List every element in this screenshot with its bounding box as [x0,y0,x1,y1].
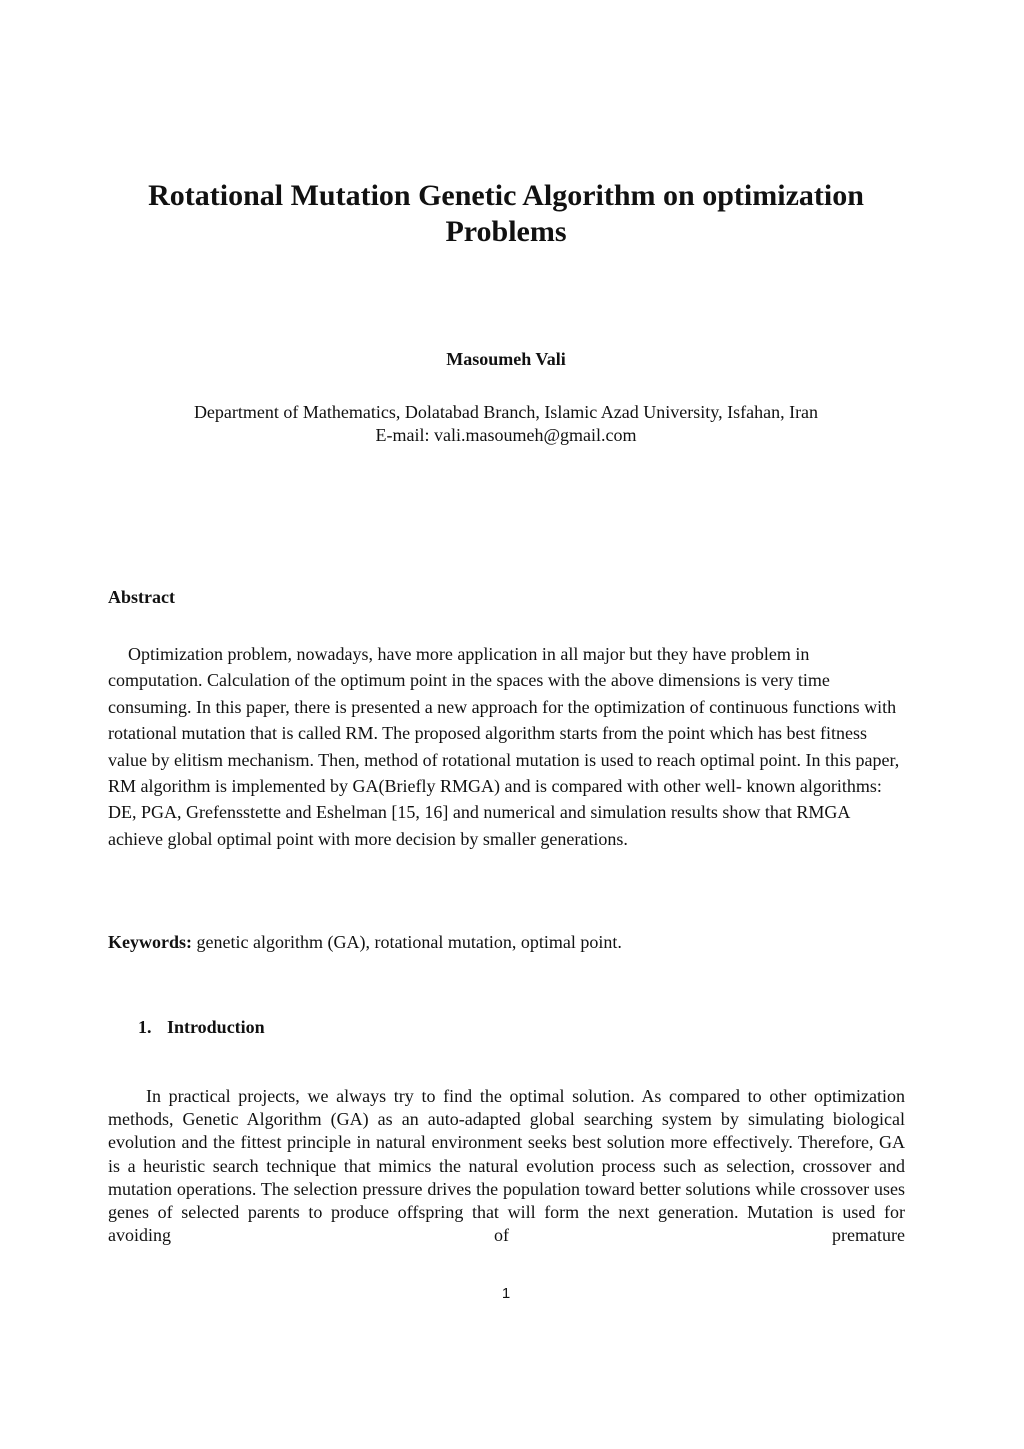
keywords-label: Keywords: [108,932,192,952]
section-number: 1. [138,1017,152,1037]
section-heading-introduction [138,1016,265,1038]
affiliation-text: Department of Mathematics, Dolatabad Branch, Islamic Azad University, Isfahan, Iran [193,402,819,422]
abstract-heading: Abstract [108,587,175,607]
keywords-line [108,931,908,953]
author-affiliation-block [0,401,1012,447]
page-number: 1 [501,1285,511,1302]
paper-title: Rotational Mutation Genetic Algorithm on optimization Problems [148,179,864,248]
introduction-paragraph: In practical projects, we always try to find the optimal solution. As compared to other optimization methods, Genetic Algorithm (GA) as an auto-adapted global searching system by simulating biological evolution and the fittest principle in natural environment seeks best solution more effectively. Therefore, GA is a heuristic search technique that mimics the natural evolution process such as selection, crossover and mutation operations. The selection pressure drives the population toward better solutions while crossover uses genes of selected parents to produce offspring that will form the next generation. Mutation is used for avoiding of premature [108,1086,905,1246]
author-email: E-mail: vali.masoumeh@gmail.com [375,425,637,445]
keywords-text: genetic algorithm (GA), rotational mutation, optimal point. [192,932,622,952]
section-title: Introduction [167,1017,265,1037]
author-name: Masoumeh Vali [446,349,566,369]
abstract-text: Optimization problem, nowadays, have more application in all major but they have problem in computation. Calculation of the optimum point in the spaces with the above dimensions is very time consuming. In this paper, there is presented a new approach for the optimization of continuous functions with rotational mutation that is called RM. The proposed algorithm starts from the point which has best fitness value by elitism mechanism. Then, method of rotational mutation is used to reach optimal point. In this paper, RM algorithm is implemented by GA(Briefly RMGA) and is compared with other well- known algorithms: DE, PGA, Grefensstette and Eshelman [15, 16] and numerical and simulation results show that RMGA achieve global optimal point with more decision by smaller generations. [108,644,900,849]
